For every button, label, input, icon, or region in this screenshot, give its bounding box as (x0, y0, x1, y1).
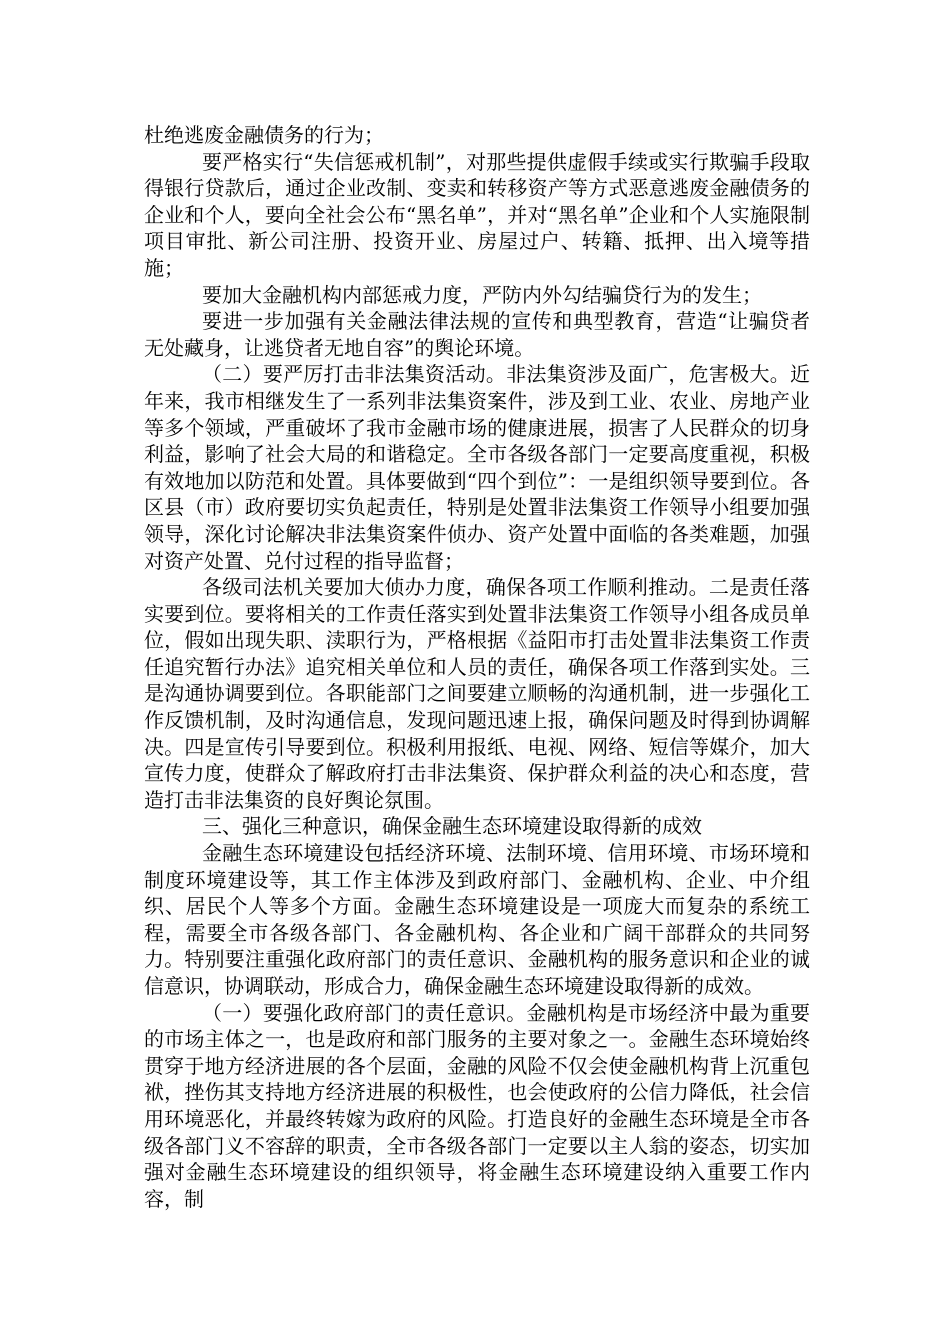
paragraph-6: 各级司法机关要加大侦办力度，确保各项工作顺利推动。二是责任落实要到位。要将相关的工作责任落实到处置非法集资工作领导小组各成员单位，假如出现失职、渎职行为，严格根据《益阳市打击处置非法集资工作责任追究暂行办法》追究相关单位和人员的责任，确保各项工作落到实处。三是沟通协调要到位。各职能部门之间要建立顺畅的沟通机制，进一步强化工作反馈机制，及时沟通信息，发现问题迅速上报，确保问题及时得到协调解决。四是宣传引导要到位。积极利用报纸、电视、网络、短信等媒介，加大宣传力度，使群众了解政府打击非法集资、保护群众利益的决心和态度，营造打击非法集资的良好舆论氛围。 (144, 575, 810, 812)
paragraph-3: 要加大金融机构内部惩戒力度，严防内外勾结骗贷行为的发生； (202, 282, 762, 307)
section-heading: 三、强化三种意识，确保金融生态环境建设取得新的成效 (202, 814, 702, 839)
paragraph-5: （二）要严厉打击非法集资活动。非法集资涉及面广，危害极大。近年来，我市相继发生了一系列非法集资案件，涉及到工业、农业、房地产业等多个领域，严重破坏了我市金融市场的健康进展，损害了人民群众的切身利益，影响了社会大局的和谐稳定。全市各级各部门一定要高度重视，积极有效地加以防范和处置。具体要做到“四个到位”：一是组织领导要到位。各区县（市）政府要切实负起责任，特别是处置非法集资工作领导小组要加强领导，深化讨论解决非法集资案件侦办、资产处置中面临的各类难题，加强对资产处置、兑付过程的指导监督； (144, 362, 810, 573)
paragraph-8: 金融生态环境建设包括经济环境、法制环境、信用环境、市场环境和制度环境建设等，其工作主体涉及到政府部门、金融机构、企业、中介组织、居民个人等多个方面。金融生态环境建设是一项庞大而复杂的系统工程，需要全市各级各部门、各金融机构、各企业和广阔干部群众的共同努力。特别要注重强化政府部门的责任意识、金融机构的服务意识和企业的诚信意识，协调联动，形成合力，确保金融生态环境建设取得新的成效。 (144, 841, 810, 998)
paragraph-9: （一）要强化政府部门的责任意识。金融机构是市场经济中最为重要的市场主体之一，也是政府和部门服务的主要对象之一。金融生态环境始终贯穿于地方经济进展的各个层面，金融的风险不仅会使金融机构背上沉重包袱，挫伤其支持地方经济进展的积极性，也会使政府的公信力降低，社会信用环境恶化，并最终转嫁为政府的风险。打造良好的金融生态环境是全市各级各部门义不容辞的职责，全市各级各部门一定要以主人翁的姿态，切实加强对金融生态环境建设的组织领导，将金融生态环境建设纳入重要工作内容，制 (144, 1000, 810, 1211)
paragraph-1: 杜绝逃废金融债务的行为； (144, 123, 384, 147)
paragraph-2: 要严格实行“失信惩戒机制”，对那些提供虚假手续或实行欺骗手段取得银行贷款后，通过企业改制、变卖和转移资产等方式恶意逃废金融债务的企业和个人，要向全社会公布“黑名单”，并对“黑名单”企业和个人实施限制项目审批、新公司注册、投资开业、房屋过户、转籍、抵押、出入境等措施； (144, 149, 810, 280)
paragraph-4: 要进一步加强有关金融法律法规的宣传和典型教育，营造“让骗贷者无处藏身，让逃贷者无地自容”的舆论环境。 (144, 309, 810, 360)
document-body (144, 122, 810, 1212)
